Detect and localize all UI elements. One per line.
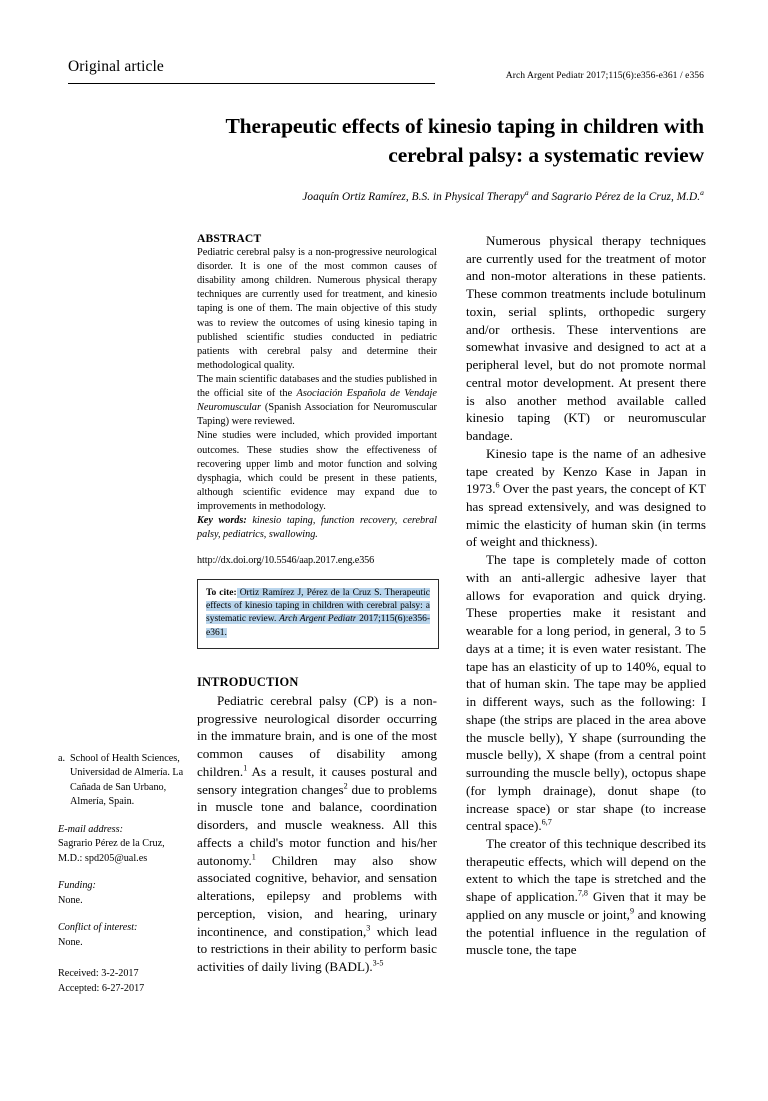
abstract-p2-italic: Asociación Española de Vendaje Neuromuscular — [197, 388, 437, 414]
intro-p1-a: Pediatric cerebral palsy (CP) is a non-progressive neurological disorder occurring in the immature brain, and is one of the most common causes of disability among children. — [197, 693, 437, 779]
margin-notes — [58, 752, 186, 996]
right-paragraph-3 — [466, 551, 706, 835]
abstract-heading: ABSTRACT — [197, 232, 262, 245]
right-paragraph-1: Numerous physical therapy techniques are currently used for the treatment of motor and non-motor alterations in these patients. These common treatments include botulinum toxin, serial splints, orthopedic surgery and/or orthesis. These interventions are somewhat invasive and designed to act at a peripheral level, but do not promote normal central motor development. At present there is also another method available called kinesio taping (KT) or neuromuscular bandage. — [466, 233, 706, 444]
conflict-label: Conflict of interest: — [58, 922, 138, 934]
left-column — [197, 232, 437, 976]
affiliation-note — [58, 752, 186, 810]
intro-p1-b: As a result, it causes postural and sensory integration changes — [197, 763, 437, 797]
reference-marker[interactable]: 6 — [495, 480, 500, 490]
introduction-heading: INTRODUCTION — [197, 675, 299, 690]
reference-marker[interactable]: 9 — [629, 906, 635, 916]
funding-note — [58, 879, 186, 908]
author-affiliation-marker-2: a — [700, 188, 704, 197]
cite-highlight-part2: 2017;115(6):e356-e361. — [206, 614, 430, 638]
cite-lead-label: To cite: — [206, 587, 237, 598]
abstract-paragraph-2 — [197, 373, 437, 429]
reference-marker[interactable]: 1 — [251, 852, 256, 862]
email-label: E-mail address: — [58, 823, 123, 835]
reference-marker[interactable]: 1 — [243, 763, 248, 773]
conflict-note — [58, 921, 186, 950]
reference-marker[interactable]: 3-5 — [372, 958, 384, 968]
reference-marker[interactable]: 6,7 — [541, 817, 552, 827]
accepted-date: Accepted: 6-27-2017 — [58, 982, 145, 994]
reference-marker[interactable]: 2 — [343, 781, 348, 791]
author-names-part2: and Sagrario Pérez de la Cruz, M.D. — [528, 190, 701, 203]
journal-citation-line: Arch Argent Pediatr 2017;115(6):e356-e361 / e356 — [505, 70, 704, 81]
intro-p1-d: Children may also show associated cognitive, behavior, and sensation alterations, epilepsy and problems with perception, vision, and hearing, urinary incontinence, and constipation, — [197, 852, 437, 939]
right-paragraph-4 — [466, 835, 706, 959]
right-column — [466, 232, 706, 959]
email-note — [58, 823, 186, 866]
author-line — [196, 188, 704, 203]
keywords-value: kinesio taping, function recovery, cerebral palsy, pediatrics, swallowing. — [197, 515, 437, 540]
intro-p1-e: which lead to restrictions in their ability to perform basic activities of daily living (BADL). — [197, 923, 437, 975]
running-head — [68, 58, 704, 88]
affiliation-text: School of Health Sciences, Universidad de Almería. La Cañada de San Urbano, Almería, Spain. — [70, 753, 184, 808]
author-affiliation-marker-1: a — [524, 188, 529, 197]
right-p2-b: Over the past years, the concept of KT has spread extensively, and was designed to mimic the elasticity of human skin (in terms of weight and thickness). — [466, 481, 706, 550]
keywords-label: Key words: — [197, 515, 247, 527]
right-p4-c: and knowing the potential influence in the regulation of muscle tone, the tape — [466, 906, 707, 958]
funding-value: None. — [58, 894, 83, 906]
doi-link[interactable]: http://dx.doi.org/10.5546/aap.2017.eng.e356 — [197, 554, 375, 566]
page-title: Therapeutic effects of kinesio taping in children with cerebral palsy: a systematic review — [225, 114, 704, 167]
received-date: Received: 3-2-2017 — [58, 968, 139, 980]
running-head-rule — [68, 83, 435, 84]
introduction-paragraph-1 — [197, 692, 437, 976]
intro-p1-c: due to problems in muscle tone and balance, coordination disorders, and muscle weakness. All this affects a child's motor function and his/her autonomy. — [197, 781, 437, 868]
email-value: Sagrario Pérez de la Cruz, M.D.: spd205@ual.es — [58, 838, 165, 864]
funding-label: Funding: — [58, 880, 96, 892]
abstract-p2-post: (Spanish Association for Neuromuscular Taping) were reviewed. — [197, 402, 437, 428]
abstract-p2-pre: The main scientific databases and the studies published in the official site of the — [197, 373, 437, 400]
keywords-line — [197, 514, 437, 542]
author-names-part1: Joaquín Ortiz Ramírez, B.S. in Physical Therapy — [302, 190, 525, 203]
abstract-paragraph-1: Pediatric cerebral palsy is a non-progressive neurological disorder. It is one of the most common causes of disability among children. Numerous physical therapy techniques are currently used for treatment, and kinesio taping is one of them. The main objective of this study was to review the outcomes of using kinesio taping in published scientific studies conducted in pediatric patients with cerebral palsy and determine their methodological quality. — [197, 247, 437, 371]
citation-box — [197, 579, 439, 649]
right-p3-a: The tape is completely made of cotton with an anti-allergic adhesive layer that allows for evaporation and quick drying. These properties make it resistant and wearable for a long period, in general, 3 to 5 days at a time; it is even water resistant. The tape has an elasticity of up to 140%, equal to that of human skin. The tape may be applied in different ways, such as the following: I shape (the strips are placed in the area above the muscle belly), Y shape (surrounding the muscle belly), X shape (from a central point surrounding the muscle belly), octopus shape (for lymph drainage), donut shape (to increase space) or star shape (to increase central space). — [466, 552, 706, 834]
right-p4-b: Given that it may be applied on any muscle or joint, — [466, 889, 706, 922]
reference-marker[interactable]: 3 — [366, 923, 371, 933]
affiliation-marker: a. — [58, 753, 66, 764]
right-paragraph-2 — [466, 445, 706, 551]
submission-dates — [58, 967, 186, 996]
abstract-paragraph-3: Nine studies were included, which provided important outcomes. These studies show the effectiveness of recovering upper limb and motor function and solving dysphagia, which could be present in these patients, although scientific evidence may expand due to improvements in methodology. — [197, 430, 437, 512]
right-p2-a: Kinesio tape is the name of an adhesive tape created by Kenzo Kase in Japan in 1973. — [466, 445, 706, 497]
article-type-label: Original article — [68, 58, 164, 75]
reference-marker[interactable]: 7,8 — [577, 888, 588, 898]
cite-highlight-part1: Ortiz Ramírez J, Pérez de la Cruz S. Therapeutic effects of kinesio taping in children with cerebral palsy: a systematic review. — [206, 587, 430, 625]
citation-text — [206, 587, 430, 640]
conflict-value: None. — [58, 936, 83, 948]
cite-journal-name: Arch Argent Pediatr — [279, 614, 357, 625]
right-p4-a: The creator of this technique described its therapeutic effects, which will depend on the extent to which the tape is stretched and the shape of application. — [466, 835, 706, 905]
